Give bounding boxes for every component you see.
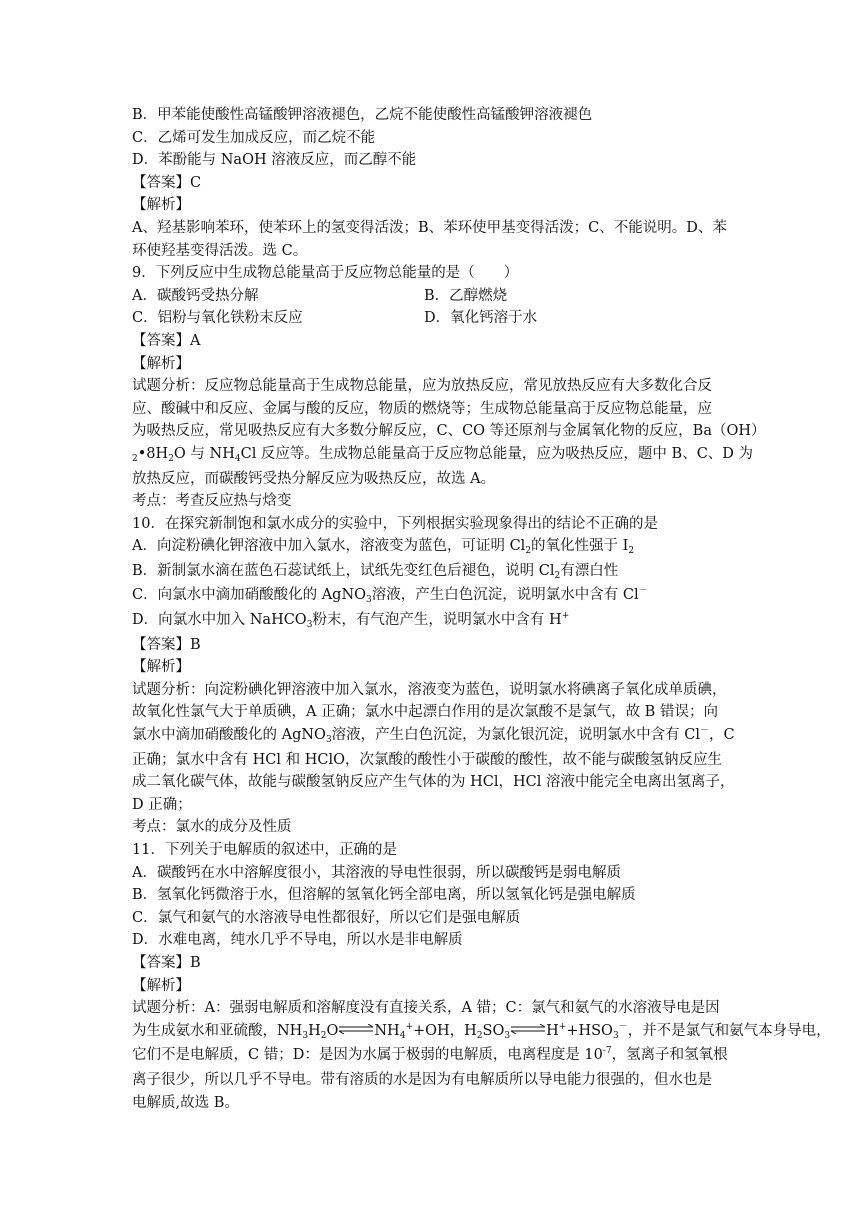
- q10-analysis-label: 【解析】: [132, 659, 190, 676]
- q9-option-b: B．乙醇燃烧: [424, 287, 508, 304]
- q10-point: 考点：氯水的成分及性质: [132, 819, 292, 836]
- q10-option-c: C．向氯水中滴加硝酸酸化的 AgNO$_3$溶液，产生白色沉淀，说明氯水中含有 Cl－: [132, 586, 648, 606]
- q10-analysis-line: 氯水中滴加硝酸酸化的 AgNO$_3$溶液，产生白色沉淀，为氯化银沉淀，说明氯水中含有 Cl－，C: [132, 726, 735, 746]
- q11-option-b: B．氢氧化钙微溶于水，但溶解的氢氧化钙全部电离，所以氢氧化钙是强电解质: [132, 887, 636, 904]
- q8-analysis-label: 【解析】: [132, 197, 190, 214]
- q9-point: 考点：考查反应热与焓变: [132, 493, 292, 510]
- q8-answer: 【答案】C: [132, 174, 202, 191]
- q8-analysis-line: 环使羟基变得活泼。选 C。: [132, 242, 308, 259]
- q9-analysis-line: $_2•8H_2O$ 与 $NH_4Cl$ 反应等。生成物总能量高于反应物总能量，应为吸热反应，题中 B、C、D 为: [132, 445, 754, 464]
- document-page: [132, 104, 831, 1114]
- q9-stem: 9．下列反应中生成物总能量高于反应物总能量的是（ ）: [132, 265, 519, 282]
- q11-option-a: A．碳酸钙在水中溶解度很小，其溶液的导电性很弱，所以碳酸钙是弱电解质: [132, 864, 621, 881]
- q9-analysis-line: 为吸热反应，常见吸热反应有大多数分解反应，C、CO 等还原剂与金属氧化物的反应，Ba（OH）: [132, 423, 766, 440]
- q9-analysis-line: 放热反应，而碳酸钙受热分解反应为吸热反应，故选 A。: [132, 470, 496, 487]
- q10-analysis-line: 成二氧化碳气体，故能与碳酸氢钠反应产生气体的为 HCl，HCl 溶液中能完全电离出氢离子，: [132, 774, 735, 791]
- q11-analysis-line: 电解质,故选 B。: [132, 1094, 239, 1111]
- q8-option-d: D．苯酚能与 NaOH 溶液反应，而乙醇不能: [132, 152, 417, 169]
- q11-analysis-label: 【解析】: [132, 977, 190, 994]
- q10-option-d: D．向氯水中加入 NaHCO$_3$粉末，有气泡产生，说明氯水中含有 H+: [132, 611, 570, 631]
- q11-analysis-line: 它们不是电解质，C 错；D：是因为水属于极弱的电解质，电离程度是 $10^{-7}$，氢离子和氢氧根: [132, 1046, 728, 1064]
- q10-analysis-line: 正确；氯水中含有 HCl 和 HClO，次氯酸的酸性小于碳酸的酸性，故不能与碳酸氢钠反应生: [132, 751, 722, 768]
- q10-answer: 【答案】B: [132, 636, 201, 653]
- q10-analysis-line: 故氧化性氯气大于单质碘，A 正确；氯水中起漂白作用的是次氯酸不是氯气，故 B 错误；向: [132, 704, 718, 721]
- equilibrium-arrow-icon: [510, 1024, 546, 1034]
- q9-analysis-line: 试题分析：反应物总能量高于生成物总能量，应为放热反应，常见放热反应有大多数化合反: [132, 378, 712, 395]
- q10-stem: 10．在探究新制饱和氯水成分的实验中，下列根据实验现象得出的结论不正确的是: [132, 515, 658, 532]
- q11-analysis-line: 为生成氨水和亚硫酸，$NH_3H_2O$ $NH_4^++OH$，$H_2SO_3$ $H^++HSO_3^-$，并不是氯气和氨气本身导电，: [132, 1021, 831, 1041]
- q11-option-d: D．水难电离，纯水几乎不导电，所以水是非电解质: [132, 932, 463, 949]
- q9-analysis-line: 应、酸碱中和反应、金属与酸的反应，物质的燃烧等；生成物总能量高于反应物总能量，应: [132, 400, 712, 417]
- q11-stem: 11．下列关于电解质的叙述中，正确的是: [132, 842, 397, 858]
- q8-option-b: B．甲苯能使酸性高锰酸钾溶液褪色，乙烷不能使酸性高锰酸钾溶液褪色: [132, 107, 593, 123]
- q8-option-c: C．乙烯可发生加成反应，而乙烷不能: [132, 129, 376, 146]
- q9-options-row: [132, 307, 732, 330]
- q9-option-d: D．氧化钙溶于水: [424, 310, 538, 327]
- equilibrium-arrow-icon: [338, 1024, 374, 1034]
- q11-answer: 【答案】B: [132, 954, 201, 971]
- q8-analysis-line: A、羟基影响苯环，使苯环上的氢变得活泼；B、苯环使甲基变得活泼；C、不能说明。D、苯: [132, 219, 727, 236]
- q9-analysis-label: 【解析】: [132, 355, 190, 372]
- q11-analysis-line: 离子很少，所以几乎不导电。带有溶质的水是因为有电解质所以导电能力很强的，但水也是: [132, 1071, 712, 1088]
- q9-options-row: [132, 285, 732, 308]
- q9-option-c: C．铝粉与氧化铁粉末反应: [132, 310, 303, 327]
- q10-option-b: B．新制氯水滴在蓝色石蕊试纸上，试纸先变红色后褪色，说明 $Cl_2$有漂白性: [132, 562, 619, 581]
- q9-answer: 【答案】A: [132, 332, 201, 349]
- q11-analysis-line: 试题分析：A：强弱电解质和溶解度没有直接关系，A 错；C：氯气和氨气的水溶液导电是因: [132, 1000, 720, 1017]
- q10-analysis-line: D 正确；: [132, 796, 192, 813]
- q9-option-a: A．碳酸钙受热分解: [132, 287, 259, 304]
- q10-option-a: A．向淀粉碘化钾溶液中加入氯水，溶液变为蓝色，可证明 $Cl_2$的氧化性强于 $I_2$: [132, 538, 635, 557]
- q10-analysis-line: 试题分析：向淀粉碘化钾溶液中加入氯水，溶液变为蓝色，说明氯水将碘离子氧化成单质碘，: [132, 681, 727, 698]
- q11-option-c: C．氯气和氨气的水溶液导电性都很好，所以它们是强电解质: [132, 909, 521, 926]
